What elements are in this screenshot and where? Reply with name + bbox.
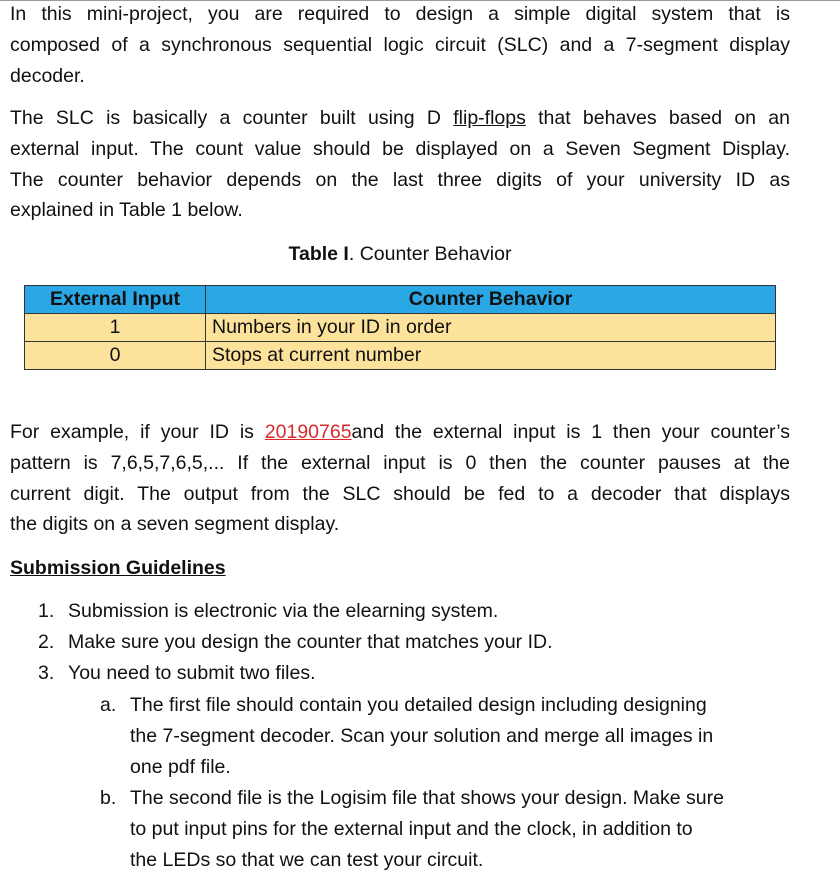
intro-paragraph — [10, 0, 790, 91]
table-header-row — [25, 286, 776, 314]
slc-line-1 — [10, 103, 790, 134]
flip-flops-link[interactable]: flip-flops — [453, 107, 526, 129]
slc-line-3: The counter behavior depends on the last three digits of your university ID as — [10, 168, 790, 191]
slc-line-4: explained in Table 1 below. — [10, 199, 243, 222]
list-item-text: Make sure you design the counter that matches your ID. — [68, 631, 553, 653]
example-id-link[interactable]: 20190765 — [264, 421, 352, 443]
list-item-text: You need to submit two files. — [68, 662, 316, 684]
sublist-item-letter: a. — [100, 694, 117, 716]
sublist-line: to put input pins for the external input and the clock, in addition to — [130, 818, 693, 840]
table-row — [25, 342, 776, 370]
guidelines-list — [38, 596, 553, 689]
slc-paragraph — [10, 103, 790, 226]
sublist-item-letter: b. — [100, 787, 117, 809]
sublist-item — [100, 690, 770, 783]
table-caption-text: . Counter Behavior — [348, 243, 512, 265]
intro-line-1: In this mini-project, you are required to design a simple digital system that is — [10, 3, 790, 25]
list-item — [38, 596, 553, 627]
example-line-1-start: For example, if your ID is — [10, 421, 265, 443]
table-caption — [0, 240, 800, 268]
submission-guidelines-heading: Submission Guidelines — [10, 557, 226, 579]
header-external-input: External Input — [25, 286, 206, 314]
example-line-1-end: and the external input is 1 then your counter’s — [351, 421, 790, 443]
list-item-number: 1. — [38, 600, 55, 622]
example-line-1 — [10, 417, 790, 448]
row-2-input: 0 — [25, 342, 206, 370]
list-item-number: 2. — [38, 631, 55, 653]
list-item-number: 3. — [38, 662, 55, 684]
list-item-text: Submission is electronic via the elearning system. — [68, 600, 499, 622]
example-paragraph — [10, 417, 790, 540]
example-line-4: the digits on a seven segment display. — [10, 513, 340, 536]
sublist-line: one pdf file. — [130, 756, 231, 778]
header-counter-behavior: Counter Behavior — [206, 286, 776, 314]
list-item — [38, 627, 553, 658]
table-caption-label: Table I — [288, 243, 349, 265]
sublist-line: The second file is the Logisim file that shows your design. Make sure — [130, 787, 724, 809]
sublist-item — [100, 783, 770, 876]
counter-behavior-table — [24, 285, 776, 370]
slc-line-1-end: that behaves based on an — [525, 107, 790, 129]
sublist-line: the 7-segment decoder. Scan your solution and merge all images in — [130, 725, 714, 747]
list-item — [38, 658, 553, 689]
intro-line-2: composed of a synchronous sequential logic circuit (SLC) and a 7-segment display — [10, 33, 790, 56]
guidelines-sublist — [100, 690, 770, 876]
intro-line-3: decoder. — [10, 64, 85, 87]
sublist-line: The first file should contain you detailed design including designing — [130, 694, 707, 716]
table-row — [25, 314, 776, 342]
row-1-input: 1 — [25, 314, 206, 342]
sublist-line: the LEDs so that we can test your circuit. — [130, 849, 484, 871]
example-line-3: current digit. The output from the SLC should be fed to a decoder that displays — [10, 482, 790, 505]
slc-line-1-start: The SLC is basically a counter built using D — [10, 107, 441, 129]
example-line-2: pattern is 7,6,5,7,6,5,... If the external input is 0 then the counter pauses at the — [10, 451, 790, 474]
slc-line-2: external input. The count value should be displayed on a Seven Segment Display. — [10, 137, 790, 160]
row-2-behavior: Stops at current number — [206, 342, 776, 370]
row-1-behavior: Numbers in your ID in order — [206, 314, 776, 342]
